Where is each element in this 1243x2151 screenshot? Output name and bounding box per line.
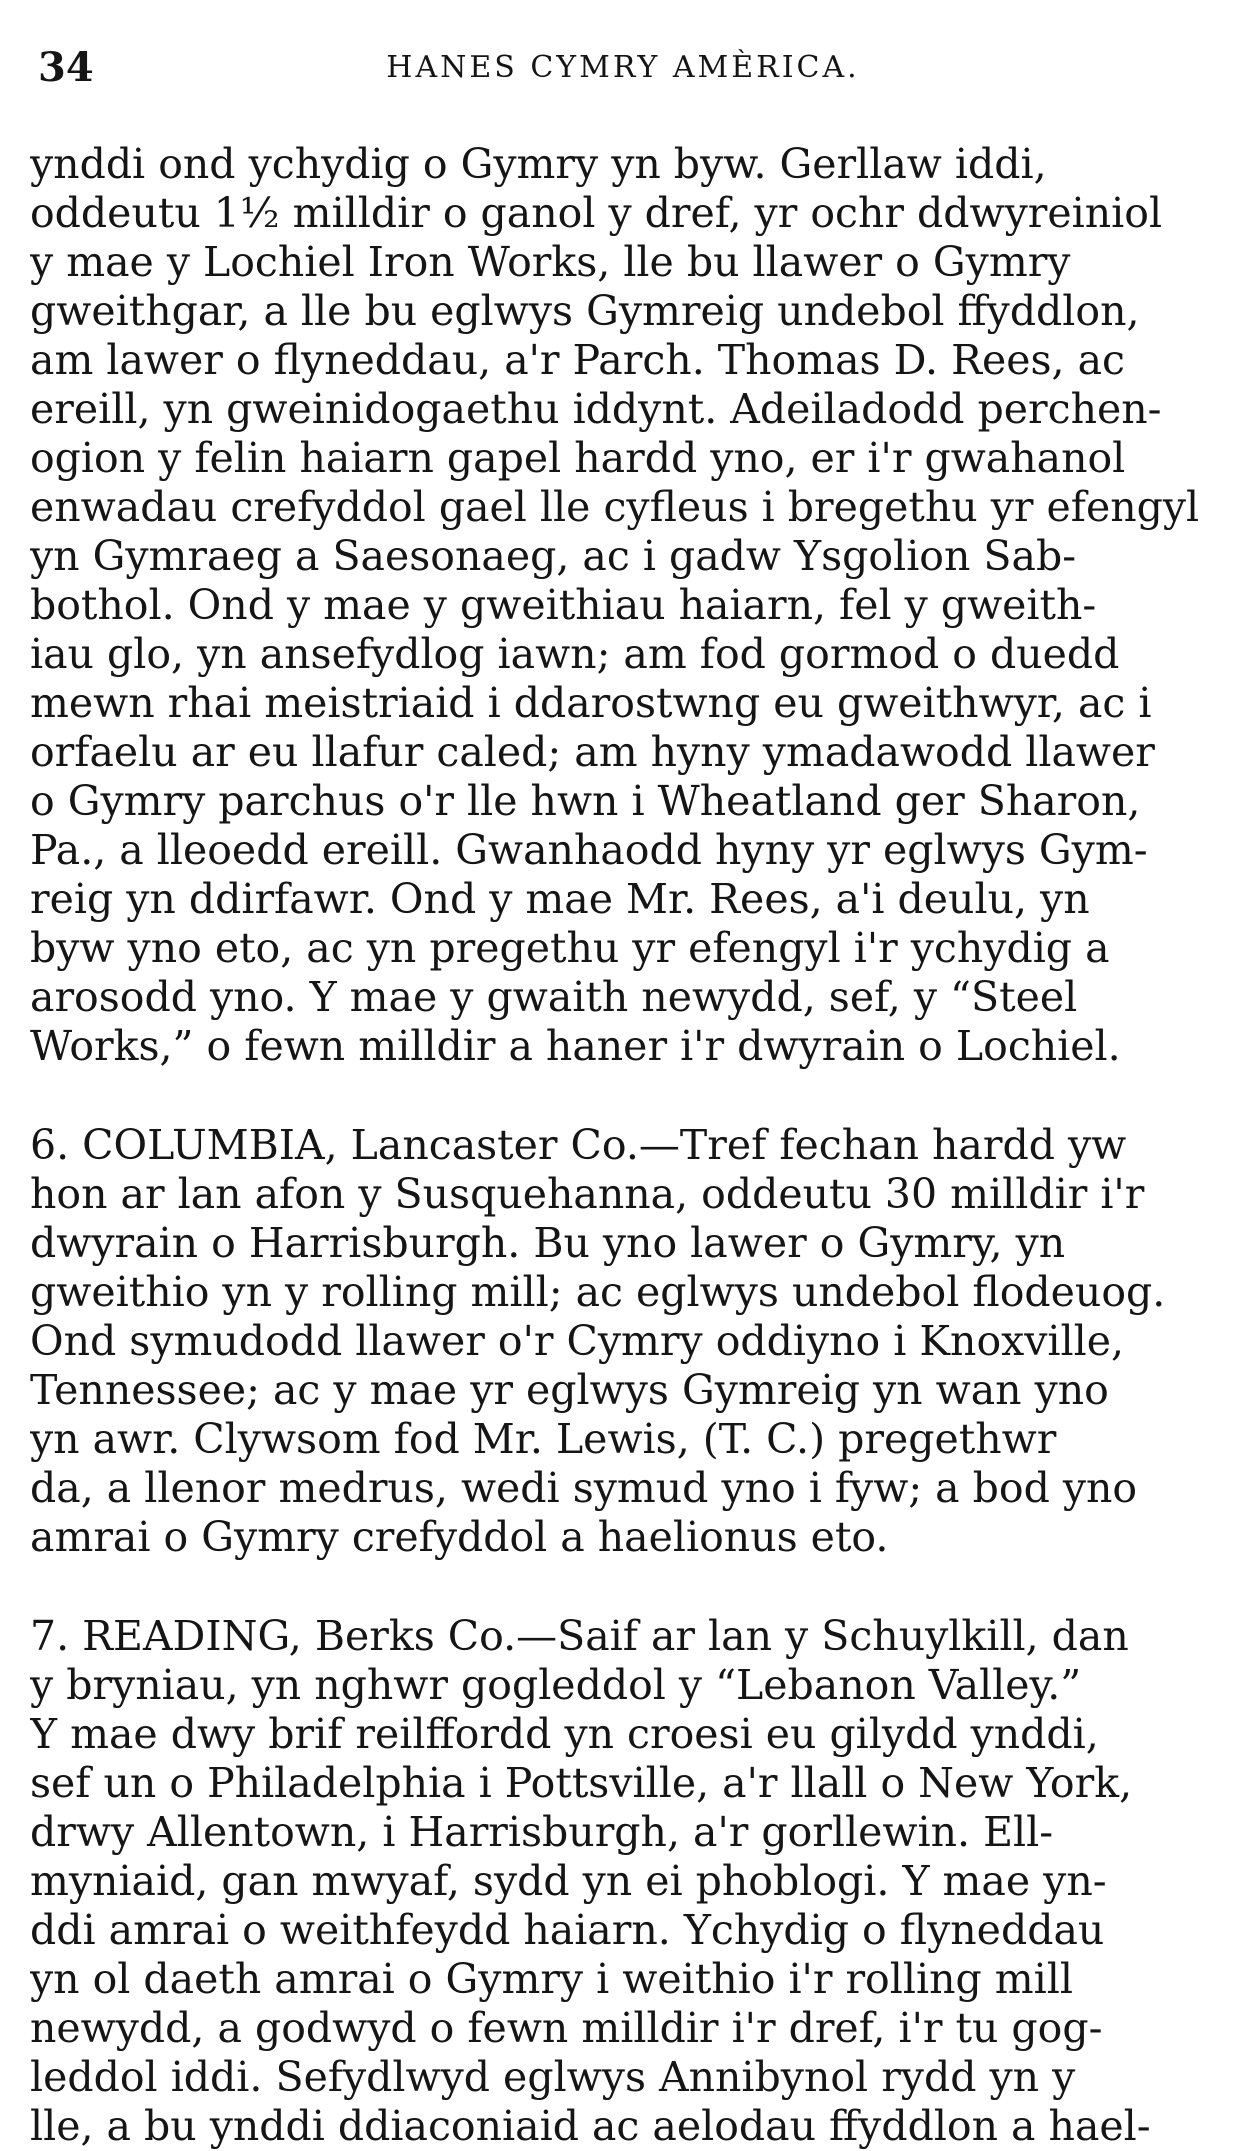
text-line: dwyrain o Harrisburgh. Bu yno lawer o Gymry, yn <box>30 1219 1066 1267</box>
text-line: 6. COLUMBIA, Lancaster Co.—Tref fechan hardd yw <box>30 1121 1127 1169</box>
text-line: 7. READING, Berks Co.—Saif ar lan y Schuylkill, dan <box>30 1612 1129 1660</box>
text-line: Ond symudodd llawer o'r Cymry oddiyno i Knoxville, <box>30 1317 1125 1365</box>
text-line: iau glo, yn ansefydlog iawn; am fod gormod o duedd <box>30 630 1120 678</box>
paragraph-reading <box>30 1612 1208 2151</box>
text-line: Y mae dwy brif reilffordd yn croesi eu gilydd ynddi, <box>30 1710 1099 1758</box>
text-line: arosodd yno. Y mae y gwaith newydd, sef, y “Steel <box>30 973 1078 1021</box>
text-line: oddeutu 1½ milldir o ganol y dref, yr ochr ddwyreiniol <box>30 189 1163 237</box>
text-line: bothol. Ond y mae y gweithiau haiarn, fel y gweith- <box>30 581 1097 629</box>
text-line: hon ar lan afon y Susquehanna, oddeutu 30 milldir i'r <box>30 1170 1145 1218</box>
text-line: yn ol daeth amrai o Gymry i weithio i'r rolling mill <box>30 1955 1073 2003</box>
text-line: drwy Allentown, i Harrisburgh, a'r gorllewin. Ell- <box>30 1808 1054 1856</box>
page-header <box>38 38 1208 98</box>
text-line: yn awr. Clywsom fod Mr. Lewis, (T. C.) pregethwr <box>30 1415 1057 1463</box>
paragraph-gap <box>30 1562 1208 1612</box>
text-line: ogion y felin haiarn gapel hardd yno, er i'r gwahanol <box>30 434 1126 482</box>
text-line: newydd, a godwyd o fewn milldir i'r dref, i'r tu gog- <box>30 2004 1103 2052</box>
text-line: lle, a bu ynddi ddiaconiaid ac aelodau ffyddlon a hael- <box>30 2102 1151 2150</box>
text-line: gweithgar, a lle bu eglwys Gymreig undebol ffyddlon, <box>30 287 1140 335</box>
body-text <box>30 140 1208 2151</box>
text-line: orfaelu ar eu llafur caled; am hyny ymadawodd llawer <box>30 728 1155 776</box>
text-line: yn Gymraeg a Saesonaeg, ac i gadw Ysgolion Sab- <box>30 532 1077 580</box>
paragraph-lochiel <box>30 140 1208 1071</box>
text-line: y bryniau, yn nghwr gogleddol y “Lebanon Valley.” <box>30 1661 1082 1709</box>
text-line: amrai o Gymry crefyddol a haelionus eto. <box>30 1513 889 1561</box>
text-line: leddol iddi. Sefydlwyd eglwys Annibynol rydd yn y <box>30 2053 1076 2101</box>
text-line: enwadau crefyddol gael lle cyfleus i bregethu yr efengyl <box>30 483 1200 531</box>
page-number: 34 <box>38 44 94 91</box>
text-line: mewn rhai meistriaid i ddarostwng eu gweithwyr, ac i <box>30 679 1152 727</box>
text-line: ddi amrai o weithfeydd haiarn. Ychydig o flyneddau <box>30 1906 1105 1954</box>
paragraph-gap <box>30 1071 1208 1121</box>
text-line: Tennessee; ac y mae yr eglwys Gymreig yn wan yno <box>30 1366 1109 1414</box>
text-line: byw yno eto, ac yn pregethu yr efengyl i'r ychydig a <box>30 924 1110 972</box>
text-line: reig yn ddirfawr. Ond y mae Mr. Rees, a'i deulu, yn <box>30 875 1090 923</box>
running-title: HANES CYMRY AMÈRICA. <box>386 50 860 85</box>
text-line: Pa., a lleoedd ereill. Gwanhaodd hyny yr eglwys Gym- <box>30 826 1148 874</box>
text-line: ynddi ond ychydig o Gymry yn byw. Gerllaw iddi, <box>30 140 1047 188</box>
text-line: da, a llenor medrus, wedi symud yno i fyw; a bod yno <box>30 1464 1138 1512</box>
text-line: am lawer o flyneddau, a'r Parch. Thomas D. Rees, ac <box>30 336 1125 384</box>
text-line: sef un o Philadelphia i Pottsville, a'r llall o New York, <box>30 1759 1133 1807</box>
text-line: o Gymry parchus o'r lle hwn i Wheatland ger Sharon, <box>30 777 1141 825</box>
text-line: ereill, yn gweinidogaethu iddynt. Adeiladodd perchen- <box>30 385 1162 433</box>
text-line: gweithio yn y rolling mill; ac eglwys undebol flodeuog. <box>30 1268 1166 1316</box>
paragraph-columbia <box>30 1121 1208 1562</box>
text-line: Works,” o fewn milldir a haner i'r dwyrain o Lochiel. <box>30 1022 1121 1070</box>
text-line: y mae y Lochiel Iron Works, lle bu llawer o Gymry <box>30 238 1071 286</box>
text-line: myniaid, gan mwyaf, sydd yn ei phoblogi. Y mae yn- <box>30 1857 1107 1905</box>
